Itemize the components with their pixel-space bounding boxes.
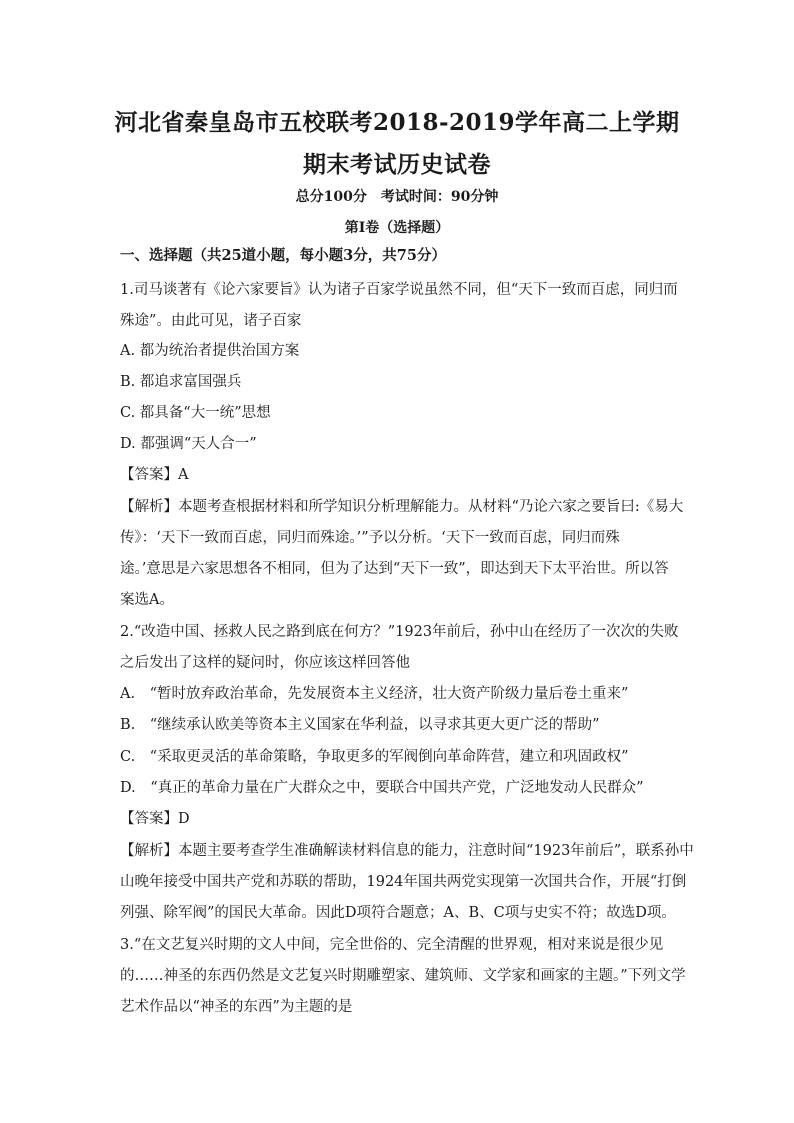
volume-label: 第Ⅰ卷（选择题） bbox=[344, 220, 450, 236]
exam-title-line2: 期末考试历史试卷 bbox=[303, 151, 491, 178]
q2-analysis-line1: 【解析】本题主要考查学生准确解读材料信息的能力，注意时间“1923年前后”，联系孙中 bbox=[120, 843, 694, 859]
q1-option-b: B. 都追求富国强兵 bbox=[120, 374, 242, 390]
q2-analysis-line3: 列强、除军阀”的国民大革命。因此D项符合题意；A、B、C项与史实不符；故选D项。 bbox=[120, 905, 676, 921]
q1-option-a: A. 都为统治者提供治国方案 bbox=[120, 343, 300, 359]
q2-stem-line1: 2.“改造中国、拯救人民之路到底在何方？”1923年前后，孙中山在经历了一次次的失败 bbox=[120, 624, 679, 640]
q1-option-c: C. 都具备“大一统”思想 bbox=[120, 405, 271, 421]
q2-option-b: B. “继续承认欧美等资本主义国家在华利益，以寻求其更大更广泛的帮助” bbox=[120, 717, 600, 733]
q1-analysis-line3: 途。’意思是六家思想各不相同，但为了达到“天下一致”，即达到天下太平治世。所以答 bbox=[120, 561, 669, 577]
q1-answer: 【答案】A bbox=[120, 467, 189, 483]
q2-analysis-line2: 山晚年接受中国共产党和苏联的帮助，1924年国共两党实现第一次国共合作，开展“打倒 bbox=[120, 874, 687, 890]
q2-stem-line2: 之后发出了这样的疑问时，你应该这样回答他 bbox=[120, 655, 410, 671]
q1-option-d: D. 都强调“天人合一” bbox=[120, 436, 257, 452]
q1-stem-line1: 1.司马谈著有《论六家要旨》认为诸子百家学说虽然不同，但“天下一致而百虑，同归而 bbox=[120, 282, 678, 298]
q2-option-d: D. “真正的革命力量在广大群众之中，要联合中国共产党，广泛地发动人民群众” bbox=[120, 780, 644, 796]
q2-option-c: C. “采取更灵活的革命策略，争取更多的军阀倒向革命阵营，建立和巩固政权” bbox=[120, 749, 629, 765]
q1-analysis-line2: 传》：‘天下一致而百虑，同归而殊途。’”予以分析。‘天下一致而百虑，同归而殊 bbox=[120, 530, 620, 546]
q1-analysis-line4: 案选A。 bbox=[120, 592, 174, 608]
exam-title-line1: 河北省秦皇岛市五校联考2018-2019学年高二上学期 bbox=[114, 109, 680, 136]
q3-stem-line3: 艺术作品以“神圣的东西”为主题的是 bbox=[120, 999, 353, 1015]
q2-answer: 【答案】D bbox=[120, 811, 190, 827]
section-heading: 一、选择题（共25道小题，每小题3分，共75分） bbox=[120, 247, 446, 264]
score-time-info: 总分100分 考试时间：90分钟 bbox=[295, 189, 499, 205]
q2-option-a: A. “暂时放弃政治革命，先发展资本主义经济，壮大资产阶级力量后卷土重来” bbox=[120, 686, 629, 702]
q3-stem-line2: 的……神圣的东西仍然是文艺复兴时期雕塑家、建筑师、文学家和画家的主题。”下列文学 bbox=[120, 968, 686, 984]
q3-stem-line1: 3.“在文艺复兴时期的文人中间，完全世俗的、完全清醒的世界观，相对来说是很少见 bbox=[120, 937, 664, 953]
q1-analysis-line1: 【解析】本题考查根据材料和所学知识分析理解能力。从材料“乃论六家之要旨曰:《易大 bbox=[120, 499, 684, 515]
q1-stem-line2: 殊途”。由此可见，诸子百家 bbox=[120, 313, 302, 329]
